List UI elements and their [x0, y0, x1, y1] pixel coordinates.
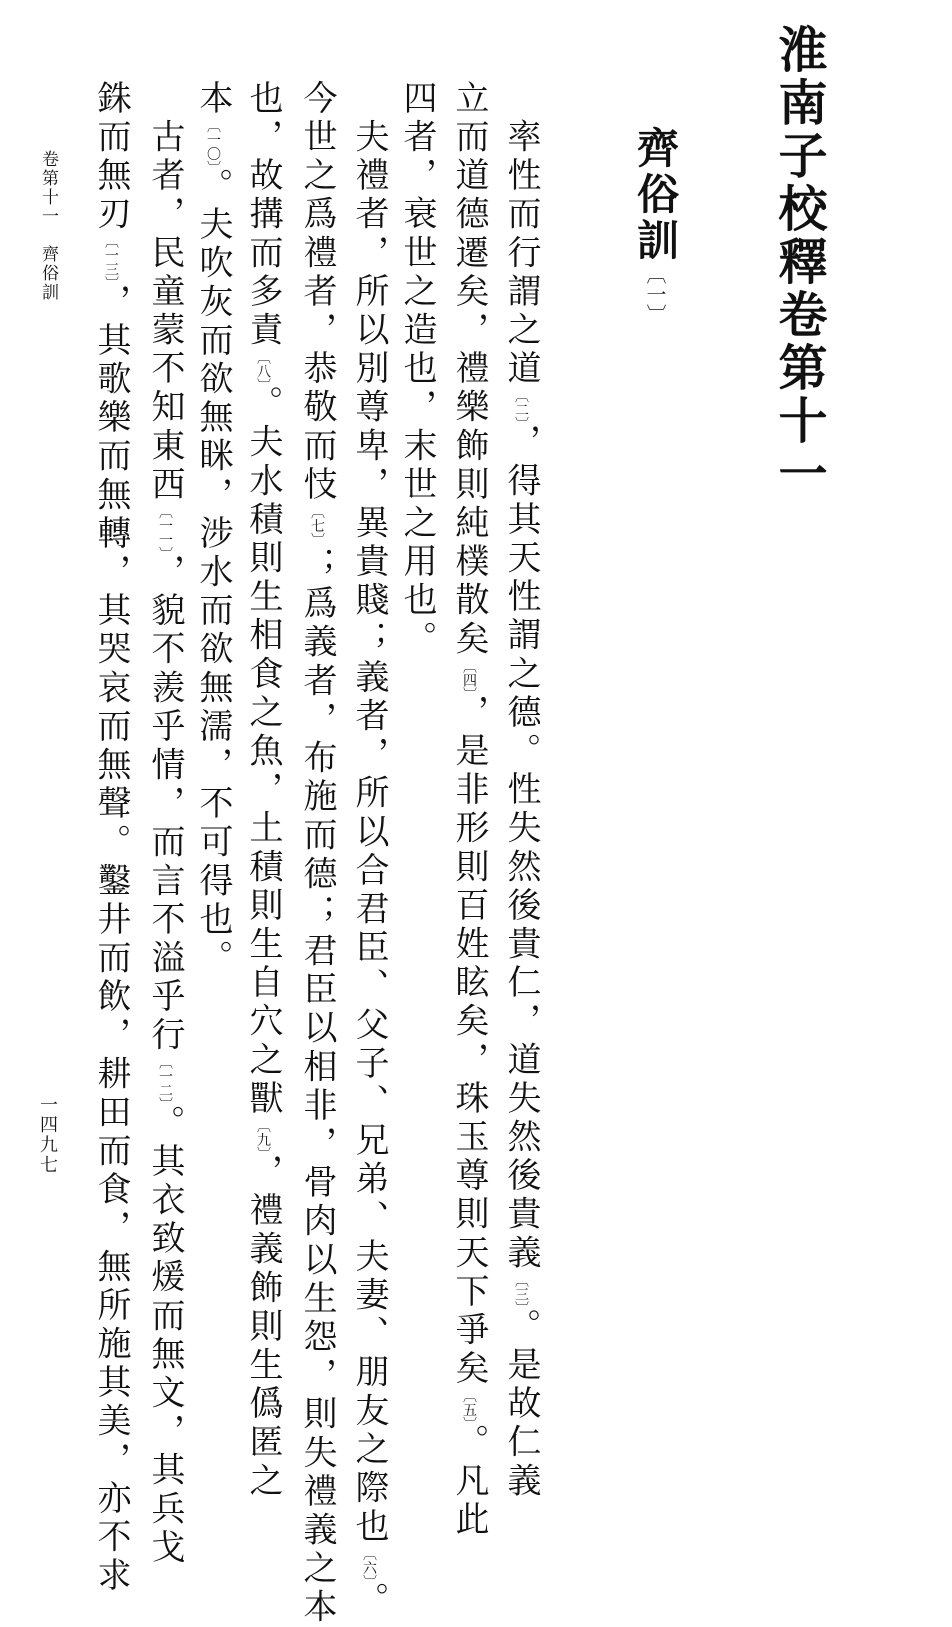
running-head: 卷第十一 齊俗訓 — [38, 150, 58, 302]
text-segment: 夫禮者，所以別尊卑，異貴賤；義者，所以合君臣、父子、兄弟、夫妻、朋友之際也 — [349, 80, 389, 1547]
text-line — [501, 80, 541, 1502]
text-segment: 。是故仁義 — [501, 1308, 541, 1502]
footnote-marker: 〔六〕 — [361, 1546, 377, 1582]
text-line — [449, 80, 489, 1540]
footnote-marker: 〔一二〕 — [157, 1055, 173, 1105]
text-segment: 。夫吹灰而欲無眯，涉水而欲無濡，不可得也。 — [193, 167, 233, 979]
chapter-note: 〔一〕 — [643, 264, 667, 324]
text-segment: ；爲義者，布施而德；君臣以相非，骨肉以生怨，則失禮義之本 — [297, 546, 337, 1627]
text-line — [397, 80, 437, 659]
footnote-marker: 〔九〕 — [255, 1118, 271, 1154]
text-line — [193, 80, 233, 979]
text-segment: 。其衣致煖而無文，其兵戈 — [145, 1104, 185, 1568]
text-segment: 。夫水積則生相食之魚，土積則生自穴之獸 — [243, 385, 283, 1119]
chapter-name: 齊俗訓 — [631, 126, 680, 264]
footnote-marker: 〔四〕 — [461, 659, 477, 694]
text-segment: 也，故搆而多責 — [243, 80, 283, 351]
text-segment: 古者，民童蒙不知東西 — [145, 80, 185, 505]
text-segment: ，得其天性謂之德。性失然後貴仁，道失然後貴義 — [501, 423, 541, 1274]
page-number: 一四九七 — [37, 1095, 58, 1175]
text-segment: 。凡此 — [449, 1423, 489, 1540]
text-line — [349, 80, 389, 1621]
text-segment: 。 — [349, 1581, 389, 1621]
footnote-marker: 〔一一〕 — [157, 504, 173, 554]
text-line — [297, 80, 337, 1627]
text-line — [91, 80, 131, 1596]
text-segment: 立而道德遷矣，禮樂飾則純樸散矣 — [449, 80, 489, 659]
text-segment: ，禮義飾則生僞匿之 — [243, 1153, 283, 1502]
text-segment: ，貌不羨乎情，而言不溢乎行 — [145, 553, 185, 1056]
text-segment: 本 — [193, 80, 233, 119]
text-segment: ，其歌樂而無轉，其哭哀而無聲。鑿井而飲，耕田而食，無所施其美，亦不求 — [91, 283, 131, 1596]
text-segment: ，是非形則百姓眩矣，珠玉尊則天下爭矣 — [449, 694, 489, 1389]
footnote-marker: 〔七〕 — [309, 504, 325, 547]
text-segment: 銖而無刃 — [91, 80, 131, 235]
footnote-marker: 〔八〕 — [255, 350, 271, 386]
text-segment: 四者，衰世之造也，末世之用也。 — [397, 80, 437, 659]
footnote-marker: 〔三〕 — [513, 1273, 529, 1309]
footnote-marker: 〔一〇〕 — [205, 118, 221, 168]
footnote-marker: 〔五〕 — [461, 1388, 477, 1424]
chapter-title — [631, 126, 680, 324]
footnote-marker: 〔二〕 — [513, 388, 529, 424]
footnote-marker: 〔一三〕 — [103, 234, 119, 284]
text-segment: 率性而行謂之道 — [501, 80, 541, 389]
book-title: 淮南子校釋卷第十一 — [771, 24, 829, 501]
text-segment: 今世之爲禮者，恭敬而忮 — [297, 80, 337, 505]
text-line — [243, 80, 283, 1502]
text-line — [145, 80, 185, 1568]
